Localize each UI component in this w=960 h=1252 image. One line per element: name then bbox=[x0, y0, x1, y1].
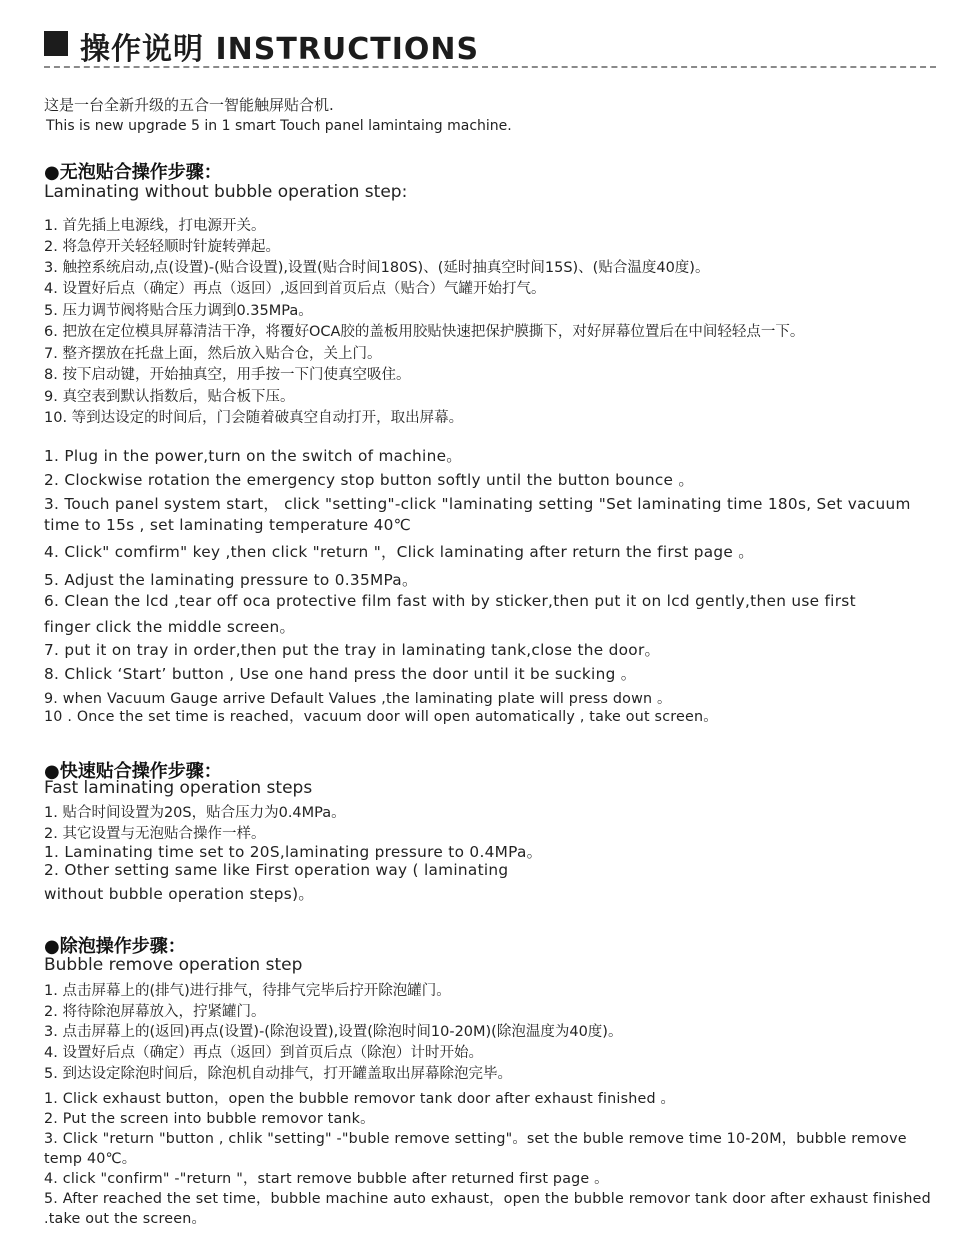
step-item: finger click the middle screen。 bbox=[44, 618, 296, 636]
section-heading-cn: ●快速贴合操作步骤： bbox=[44, 761, 222, 782]
step-item: 1. Laminating time set to 20S,laminating pressure to 0.4MPa。 bbox=[44, 843, 543, 861]
step-item: 7. 整齐摆放在托盘上面，然后放入贴合仓，关上门。 bbox=[44, 346, 382, 362]
step-item: .take out the screen。 bbox=[44, 1211, 207, 1227]
step-item: 2. 将待除泡屏幕放入，拧紧罐门。 bbox=[44, 1004, 266, 1020]
section-heading-en: Bubble remove operation step bbox=[44, 955, 303, 975]
step-item: 2. Clockwise rotation the emergency stop button softly until the button bounce 。 bbox=[44, 471, 695, 489]
step-item: 3. Click "return "button , chlik "setting" -"buble remove setting"。set the buble remove time 10-20M，bubble remove bbox=[44, 1131, 907, 1147]
intro-text-en: This is new upgrade 5 in 1 smart Touch panel lamintaing machine. bbox=[46, 118, 512, 134]
title-divider bbox=[44, 66, 936, 68]
step-item: 10 . Once the set time is reached，vacuum door will open automatically , take out screen。 bbox=[44, 709, 718, 725]
step-item: 6. Clean the lcd ,tear off oca protective film fast with by sticker,then put it on lcd gently,then use first bbox=[44, 592, 856, 610]
step-item: 2. 将急停开关轻轻顺时针旋转弹起。 bbox=[44, 239, 280, 255]
step-item: 2. 其它设置与无泡贴合操作一样。 bbox=[44, 826, 266, 842]
step-item: 5. 到达设定除泡时间后，除泡机自动排气，打开罐盖取出屏幕除泡完毕。 bbox=[44, 1066, 512, 1082]
step-item: 1. 贴合时间设置为20S，贴合压力为0.4MPa。 bbox=[44, 805, 346, 821]
step-item: 4. 设置好后点（确定）再点（返回）到首页后点（除泡）计时开始。 bbox=[44, 1045, 483, 1061]
step-item: 8. Chlick ‘Start’ button , Use one hand press the door until it be sucking 。 bbox=[44, 665, 637, 683]
step-item: 9. when Vacuum Gauge arrive Default Values ,the laminating plate will press down 。 bbox=[44, 691, 672, 707]
step-item: 3. 触控系统启动,点(设置)-(贴合设置),设置(贴合时间180S)、(延时抽真空时间15S)、(贴合温度40度)。 bbox=[44, 260, 710, 276]
step-item: 4. click "confirm" -"return "，start remove bubble after returned first page 。 bbox=[44, 1171, 609, 1187]
step-item: 1. 点击屏幕上的(排气)进行排气，待排气完毕后拧开除泡罐门。 bbox=[44, 983, 451, 999]
intro-text-cn: 这是一台全新升级的五合一智能触屏贴合机. bbox=[44, 96, 334, 114]
step-item: 8. 按下启动键，开始抽真空，用手按一下门使真空吸住。 bbox=[44, 367, 411, 383]
step-item: 2. Put the screen into bubble removor tank。 bbox=[44, 1111, 375, 1127]
step-item: 1. Click exhaust button，open the bubble removor tank door after exhaust finished 。 bbox=[44, 1091, 675, 1107]
step-item: 5. After reached the set time，bubble machine auto exhaust，open the bubble removor tank door after exhaust finished bbox=[44, 1191, 931, 1207]
step-item: time to 15s , set laminating temperature 40℃ bbox=[44, 516, 412, 534]
step-item: 3. 点击屏幕上的(返回)再点(设置)-(除泡设置),设置(除泡时间10-20M)(除泡温度为40度)。 bbox=[44, 1024, 623, 1040]
step-item: temp 40℃。 bbox=[44, 1151, 137, 1167]
step-item: 4. Click" comfirm" key ,then click "return "，Click laminating after return the first page 。 bbox=[44, 543, 754, 561]
section-heading-cn: ●无泡贴合操作步骤： bbox=[44, 162, 222, 183]
step-item: without bubble operation steps)。 bbox=[44, 885, 314, 903]
step-item: 1. Plug in the power,turn on the switch of machine。 bbox=[44, 447, 462, 465]
section-heading-cn: ●除泡操作步骤： bbox=[44, 936, 186, 957]
step-item: 1. 首先插上电源线，打电源开关。 bbox=[44, 218, 266, 234]
page-title: 操作说明 INSTRUCTIONS bbox=[80, 32, 480, 67]
step-item: 10. 等到达设定的时间后，门会随着破真空自动打开，取出屏幕。 bbox=[44, 410, 464, 426]
step-item: 5. 压力调节阀将贴合压力调到0.35MPa。 bbox=[44, 303, 313, 319]
section-heading-en: Fast laminating operation steps bbox=[44, 778, 313, 798]
section-heading-en: Laminating without bubble operation step: bbox=[44, 182, 408, 202]
step-item: 7. put it on tray in order,then put the tray in laminating tank,close the door。 bbox=[44, 641, 661, 659]
title-square-icon bbox=[44, 31, 68, 56]
step-item: 9. 真空表到默认指数后，贴合板下压。 bbox=[44, 389, 295, 405]
step-item: 4. 设置好后点（确定）再点（返回）,返回到首页后点（贴合）气罐开始打气。 bbox=[44, 281, 546, 297]
step-item: 3. Touch panel system start， click "setting"-click "laminating setting "Set laminating time 180s, Set vacuum bbox=[44, 495, 911, 513]
page-header bbox=[44, 24, 936, 68]
step-item: 6. 把放在定位模具屏幕清洁干净，将覆好OCA胶的盖板用胶贴快速把保护膜撕下，对好屏幕位置后在中间轻轻点一下。 bbox=[44, 324, 805, 340]
step-item: 5. Adjust the laminating pressure to 0.35MPa。 bbox=[44, 571, 418, 589]
step-item: 2. Other setting same like First operation way ( laminating bbox=[44, 861, 509, 879]
